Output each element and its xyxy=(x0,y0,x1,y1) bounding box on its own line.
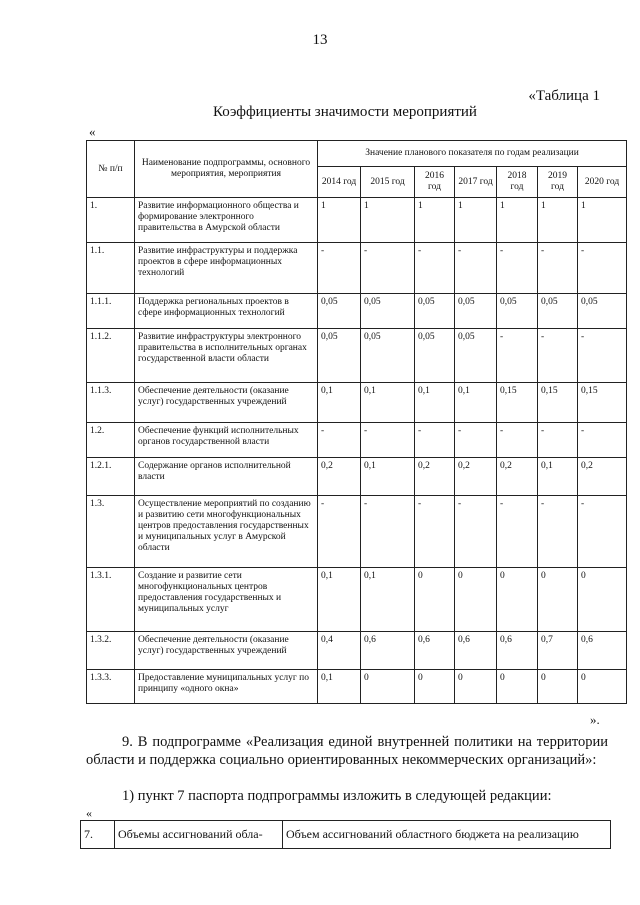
row-value: - xyxy=(455,496,497,568)
row-num: 1.1.2. xyxy=(87,329,135,383)
row-name: Развитие инфраструктуры и поддержка проектов в сфере информационных технологий xyxy=(135,243,318,294)
paragraph-1: 1) пункт 7 паспорта подпрограммы изложить в следующей редакции: xyxy=(122,788,552,804)
row-value: 1 xyxy=(538,198,578,243)
row-value: 0,1 xyxy=(361,383,415,423)
row-value: 1 xyxy=(318,198,361,243)
row-value: - xyxy=(415,423,455,458)
row-value: 0 xyxy=(497,670,538,704)
row-value: - xyxy=(538,243,578,294)
row-value: - xyxy=(497,329,538,383)
row-num: 1.1.1. xyxy=(87,294,135,329)
row-name: Осуществление мероприятий по созданию и развитию сети многофункциональных центров предоставления государственных и муниципальных услуг в Амурской области xyxy=(135,496,318,568)
row-value: 0,05 xyxy=(578,294,627,329)
row-value: 1 xyxy=(578,198,627,243)
row-value: 0,05 xyxy=(361,294,415,329)
row-value: - xyxy=(318,243,361,294)
header-num: № п/п xyxy=(87,141,135,198)
row-value: 0,6 xyxy=(361,632,415,670)
row-value: - xyxy=(318,496,361,568)
row-value: 0,2 xyxy=(455,458,497,496)
row-value: - xyxy=(361,243,415,294)
row-value: 0,2 xyxy=(318,458,361,496)
row-num: 1.3.3. xyxy=(87,670,135,704)
row-value: 0,6 xyxy=(578,632,627,670)
row-value: - xyxy=(578,496,627,568)
table-row xyxy=(87,294,627,329)
row-value: 0,4 xyxy=(318,632,361,670)
row-value: 0,15 xyxy=(497,383,538,423)
row-value: 0,15 xyxy=(578,383,627,423)
passport-label: Объемы ассигнований обла- xyxy=(115,821,283,849)
row-value: - xyxy=(578,423,627,458)
row-value: 1 xyxy=(497,198,538,243)
row-value: - xyxy=(415,496,455,568)
row-name: Поддержка региональных проектов в сфере информационных технологий xyxy=(135,294,318,329)
row-value: 0,1 xyxy=(538,458,578,496)
table-body xyxy=(87,198,627,704)
row-value: - xyxy=(497,423,538,458)
row-name: Обеспечение деятельности (оказание услуг) государственных учреждений xyxy=(135,383,318,423)
row-value: 0,05 xyxy=(455,294,497,329)
row-name: Развитие информационного общества и формирование электронного правительства в Амурской области xyxy=(135,198,318,243)
table-row xyxy=(87,632,627,670)
row-name: Предоставление муниципальных услуг по принципу «одного окна» xyxy=(135,670,318,704)
row-num: 1.3.2. xyxy=(87,632,135,670)
row-value: - xyxy=(415,243,455,294)
row-num: 1.2. xyxy=(87,423,135,458)
paragraph-9: 9. В подпрограмме «Реализация единой внутренней политики на территории области и поддержка социально ориентированных некоммерческих организаций»: xyxy=(86,734,608,768)
header-year: 2016 год xyxy=(415,167,455,198)
row-num: 1.3.1. xyxy=(87,568,135,632)
table-row xyxy=(87,198,627,243)
table-title: Коэффициенты значимости мероприятий xyxy=(213,104,477,120)
row-value: - xyxy=(455,423,497,458)
table-label: «Таблица 1 xyxy=(528,88,600,104)
row-name: Обеспечение функций исполнительных органов государственной власти xyxy=(135,423,318,458)
row-value: - xyxy=(318,423,361,458)
row-value: 0,05 xyxy=(361,329,415,383)
row-value: 0,05 xyxy=(415,329,455,383)
row-value: - xyxy=(538,423,578,458)
row-num: 1.1. xyxy=(87,243,135,294)
table-row xyxy=(87,670,627,704)
row-value: 0,6 xyxy=(497,632,538,670)
row-value: 0,1 xyxy=(415,383,455,423)
row-value: 0,05 xyxy=(318,329,361,383)
row-value: 0,2 xyxy=(415,458,455,496)
row-name: Развитие инфраструктуры электронного правительства в исполнительных органах государственной власти области xyxy=(135,329,318,383)
open-quote: « xyxy=(89,124,96,139)
row-value: 0 xyxy=(361,670,415,704)
row-name: Создание и развитие сети многофункциональных центров предоставления государственных и муниципальных услуг xyxy=(135,568,318,632)
row-value: 0,6 xyxy=(415,632,455,670)
close-quote: ». xyxy=(590,712,600,727)
row-value: 0,1 xyxy=(455,383,497,423)
header-year: 2020 год xyxy=(578,167,627,198)
header-year: 2018 год xyxy=(497,167,538,198)
row-num: 1.1.3. xyxy=(87,383,135,423)
row-value: 0,7 xyxy=(538,632,578,670)
row-value: 0,05 xyxy=(318,294,361,329)
row-value: - xyxy=(361,496,415,568)
row-value: - xyxy=(538,496,578,568)
row-value: - xyxy=(361,423,415,458)
row-value: 0,6 xyxy=(455,632,497,670)
table-row xyxy=(87,496,627,568)
header-year: 2019 год xyxy=(538,167,578,198)
row-num: 1.2.1. xyxy=(87,458,135,496)
passport-value: Объем ассигнований областного бюджета на реализацию xyxy=(283,821,611,849)
row-value: 0 xyxy=(415,568,455,632)
open-quote-2: « xyxy=(86,806,92,820)
row-value: - xyxy=(578,243,627,294)
row-value: 0,1 xyxy=(361,458,415,496)
row-value: - xyxy=(455,243,497,294)
passport-table xyxy=(80,820,611,849)
row-value: 0,05 xyxy=(497,294,538,329)
header-year: 2017 год xyxy=(455,167,497,198)
row-value: - xyxy=(578,329,627,383)
row-value: 1 xyxy=(361,198,415,243)
table-row xyxy=(87,423,627,458)
table-row xyxy=(87,383,627,423)
table-row xyxy=(87,458,627,496)
row-value: 0,1 xyxy=(318,670,361,704)
row-value: 1 xyxy=(455,198,497,243)
passport-num: 7. xyxy=(81,821,115,849)
row-value: 0,15 xyxy=(538,383,578,423)
row-name: Содержание органов исполнительной власти xyxy=(135,458,318,496)
row-value: 0,2 xyxy=(578,458,627,496)
page-number: 13 xyxy=(312,32,328,48)
row-value: 0,2 xyxy=(497,458,538,496)
row-value: 0 xyxy=(578,568,627,632)
row-value: - xyxy=(538,329,578,383)
row-value: 0,1 xyxy=(361,568,415,632)
row-value: - xyxy=(497,496,538,568)
row-value: 0 xyxy=(578,670,627,704)
row-value: 1 xyxy=(415,198,455,243)
row-value: 0 xyxy=(538,568,578,632)
row-value: - xyxy=(497,243,538,294)
row-value: 0 xyxy=(455,568,497,632)
row-value: 0 xyxy=(497,568,538,632)
header-year: 2014 год xyxy=(318,167,361,198)
row-value: 0,05 xyxy=(455,329,497,383)
row-name: Обеспечение деятельности (оказание услуг) государственных учреждений xyxy=(135,632,318,670)
row-value: 0,05 xyxy=(415,294,455,329)
header-name: Наименование подпрограммы, основного мероприятия, мероприятия xyxy=(135,141,318,198)
header-plan: Значение планового показателя по годам реализации xyxy=(318,141,627,167)
row-value: 0 xyxy=(415,670,455,704)
row-value: 0,1 xyxy=(318,568,361,632)
row-num: 1. xyxy=(87,198,135,243)
header-year: 2015 год xyxy=(361,167,415,198)
table-row xyxy=(87,329,627,383)
coefficients-table xyxy=(86,140,627,704)
row-num: 1.3. xyxy=(87,496,135,568)
row-value: 0,1 xyxy=(318,383,361,423)
table-row xyxy=(87,568,627,632)
row-value: 0 xyxy=(538,670,578,704)
row-value: 0,05 xyxy=(538,294,578,329)
row-value: 0 xyxy=(455,670,497,704)
table-row xyxy=(87,243,627,294)
